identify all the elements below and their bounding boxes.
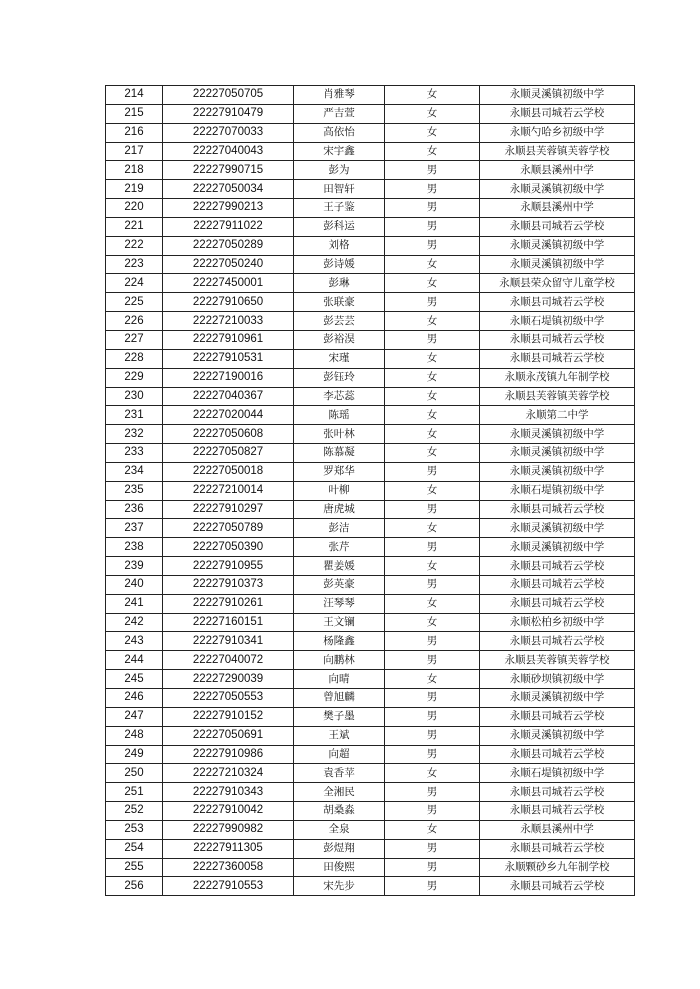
row-number-cell: 241 bbox=[106, 594, 163, 613]
exam-number-cell: 22227911305 bbox=[163, 839, 294, 858]
exam-number-cell: 22227040072 bbox=[163, 651, 294, 670]
student-sex-cell: 男 bbox=[385, 726, 480, 745]
exam-number-cell: 22227990715 bbox=[163, 161, 294, 180]
school-name-cell: 永顺灵溪镇初级中学 bbox=[480, 519, 635, 538]
table-row bbox=[106, 387, 635, 406]
table-row bbox=[106, 123, 635, 142]
row-number-cell: 240 bbox=[106, 575, 163, 594]
table-row bbox=[106, 594, 635, 613]
row-number-cell: 244 bbox=[106, 651, 163, 670]
table-row bbox=[106, 651, 635, 670]
exam-number-cell: 22227910297 bbox=[163, 500, 294, 519]
student-sex-cell: 男 bbox=[385, 236, 480, 255]
student-sex-cell: 女 bbox=[385, 86, 480, 105]
school-name-cell: 永顺砂坝镇初级中学 bbox=[480, 670, 635, 689]
school-name-cell: 永顺县荣众留守儿童学校 bbox=[480, 274, 635, 293]
school-name-cell: 永顺县司城若云学校 bbox=[480, 293, 635, 312]
student-sex-cell: 男 bbox=[385, 575, 480, 594]
student-sex-cell: 女 bbox=[385, 444, 480, 463]
table-row bbox=[106, 613, 635, 632]
row-number-cell: 250 bbox=[106, 764, 163, 783]
table-row bbox=[106, 500, 635, 519]
student-name-cell: 彭钰玲 bbox=[294, 368, 385, 387]
student-name-cell: 田智轩 bbox=[294, 180, 385, 199]
table-row bbox=[106, 632, 635, 651]
school-name-cell: 永顺石堤镇初级中学 bbox=[480, 764, 635, 783]
row-number-cell: 230 bbox=[106, 387, 163, 406]
student-sex-cell: 男 bbox=[385, 180, 480, 199]
student-name-cell: 瞿姜媛 bbox=[294, 557, 385, 576]
student-name-cell: 彭英豪 bbox=[294, 575, 385, 594]
exam-number-cell: 22227050289 bbox=[163, 236, 294, 255]
exam-number-cell: 22227910042 bbox=[163, 802, 294, 821]
student-sex-cell: 女 bbox=[385, 519, 480, 538]
table-row bbox=[106, 858, 635, 877]
school-name-cell: 永顺松柏乡初级中学 bbox=[480, 613, 635, 632]
school-name-cell: 永顺县司城若云学校 bbox=[480, 839, 635, 858]
row-number-cell: 256 bbox=[106, 877, 163, 896]
school-name-cell: 永顺灵溪镇初级中学 bbox=[480, 538, 635, 557]
row-number-cell: 219 bbox=[106, 180, 163, 199]
student-sex-cell: 女 bbox=[385, 406, 480, 425]
exam-number-cell: 22227990213 bbox=[163, 199, 294, 218]
student-sex-cell: 女 bbox=[385, 820, 480, 839]
student-sex-cell: 男 bbox=[385, 783, 480, 802]
row-number-cell: 242 bbox=[106, 613, 163, 632]
school-name-cell: 永顺县芙蓉镇芙蓉学校 bbox=[480, 142, 635, 161]
table-row bbox=[106, 180, 635, 199]
table-row bbox=[106, 104, 635, 123]
student-name-cell: 肖雅琴 bbox=[294, 86, 385, 105]
school-name-cell: 永顺灵溪镇初级中学 bbox=[480, 444, 635, 463]
table-row bbox=[106, 406, 635, 425]
row-number-cell: 231 bbox=[106, 406, 163, 425]
table-row bbox=[106, 161, 635, 180]
row-number-cell: 239 bbox=[106, 557, 163, 576]
exam-number-cell: 22227450001 bbox=[163, 274, 294, 293]
row-number-cell: 254 bbox=[106, 839, 163, 858]
school-name-cell: 永顺县司城若云学校 bbox=[480, 632, 635, 651]
table-row bbox=[106, 142, 635, 161]
student-name-cell: 彭裕淏 bbox=[294, 330, 385, 349]
student-sex-cell: 女 bbox=[385, 104, 480, 123]
exam-number-cell: 22227910531 bbox=[163, 349, 294, 368]
roster-table-body bbox=[106, 86, 635, 896]
student-name-cell: 王文镧 bbox=[294, 613, 385, 632]
table-row bbox=[106, 575, 635, 594]
roster-table bbox=[105, 85, 635, 896]
row-number-cell: 243 bbox=[106, 632, 163, 651]
exam-number-cell: 22227910341 bbox=[163, 632, 294, 651]
row-number-cell: 222 bbox=[106, 236, 163, 255]
student-sex-cell: 男 bbox=[385, 802, 480, 821]
school-name-cell: 永顺县司城若云学校 bbox=[480, 594, 635, 613]
exam-number-cell: 22227160151 bbox=[163, 613, 294, 632]
table-row bbox=[106, 86, 635, 105]
student-name-cell: 胡桑淼 bbox=[294, 802, 385, 821]
exam-number-cell: 22227290039 bbox=[163, 670, 294, 689]
table-row bbox=[106, 839, 635, 858]
row-number-cell: 246 bbox=[106, 689, 163, 708]
row-number-cell: 238 bbox=[106, 538, 163, 557]
table-row bbox=[106, 802, 635, 821]
student-name-cell: 高依怡 bbox=[294, 123, 385, 142]
school-name-cell: 永顺灵溪镇初级中学 bbox=[480, 462, 635, 481]
exam-number-cell: 22227050608 bbox=[163, 425, 294, 444]
student-name-cell: 汪琴琴 bbox=[294, 594, 385, 613]
row-number-cell: 245 bbox=[106, 670, 163, 689]
exam-number-cell: 22227910553 bbox=[163, 877, 294, 896]
row-number-cell: 235 bbox=[106, 481, 163, 500]
school-name-cell: 永顺县司城若云学校 bbox=[480, 877, 635, 896]
student-name-cell: 李芯蕊 bbox=[294, 387, 385, 406]
table-row bbox=[106, 481, 635, 500]
row-number-cell: 227 bbox=[106, 330, 163, 349]
table-row bbox=[106, 726, 635, 745]
exam-number-cell: 22227050789 bbox=[163, 519, 294, 538]
row-number-cell: 226 bbox=[106, 312, 163, 331]
school-name-cell: 永顺县溪州中学 bbox=[480, 820, 635, 839]
student-sex-cell: 女 bbox=[385, 142, 480, 161]
exam-number-cell: 22227210324 bbox=[163, 764, 294, 783]
table-row bbox=[106, 425, 635, 444]
student-name-cell: 彭芸芸 bbox=[294, 312, 385, 331]
school-name-cell: 永顺县司城若云学校 bbox=[480, 500, 635, 519]
row-number-cell: 237 bbox=[106, 519, 163, 538]
student-name-cell: 田俊熙 bbox=[294, 858, 385, 877]
table-row bbox=[106, 255, 635, 274]
student-sex-cell: 男 bbox=[385, 877, 480, 896]
table-row bbox=[106, 274, 635, 293]
student-sex-cell: 女 bbox=[385, 387, 480, 406]
school-name-cell: 永顺第二中学 bbox=[480, 406, 635, 425]
table-row bbox=[106, 293, 635, 312]
exam-number-cell: 22227360058 bbox=[163, 858, 294, 877]
row-number-cell: 255 bbox=[106, 858, 163, 877]
student-name-cell: 陈慕凝 bbox=[294, 444, 385, 463]
student-name-cell: 全湘民 bbox=[294, 783, 385, 802]
table-row bbox=[106, 707, 635, 726]
row-number-cell: 218 bbox=[106, 161, 163, 180]
school-name-cell: 永顺石堤镇初级中学 bbox=[480, 481, 635, 500]
student-name-cell: 叶柳 bbox=[294, 481, 385, 500]
exam-number-cell: 22227911022 bbox=[163, 217, 294, 236]
exam-number-cell: 22227910986 bbox=[163, 745, 294, 764]
student-sex-cell: 男 bbox=[385, 839, 480, 858]
student-sex-cell: 女 bbox=[385, 481, 480, 500]
table-row bbox=[106, 783, 635, 802]
school-name-cell: 永顺县溪州中学 bbox=[480, 199, 635, 218]
student-name-cell: 王斌 bbox=[294, 726, 385, 745]
student-name-cell: 向超 bbox=[294, 745, 385, 764]
school-name-cell: 永顺灵溪镇初级中学 bbox=[480, 236, 635, 255]
exam-number-cell: 22227050691 bbox=[163, 726, 294, 745]
student-name-cell: 彭煜翔 bbox=[294, 839, 385, 858]
student-sex-cell: 女 bbox=[385, 312, 480, 331]
student-sex-cell: 女 bbox=[385, 425, 480, 444]
student-name-cell: 杨隆鑫 bbox=[294, 632, 385, 651]
student-name-cell: 彭诗媛 bbox=[294, 255, 385, 274]
exam-number-cell: 22227910343 bbox=[163, 783, 294, 802]
student-sex-cell: 女 bbox=[385, 274, 480, 293]
exam-number-cell: 22227040043 bbox=[163, 142, 294, 161]
student-name-cell: 曾旭麟 bbox=[294, 689, 385, 708]
student-sex-cell: 男 bbox=[385, 199, 480, 218]
row-number-cell: 229 bbox=[106, 368, 163, 387]
student-name-cell: 张联豪 bbox=[294, 293, 385, 312]
table-row bbox=[106, 820, 635, 839]
school-name-cell: 永顺县芙蓉镇芙蓉学校 bbox=[480, 651, 635, 670]
school-name-cell: 永顺县司城若云学校 bbox=[480, 783, 635, 802]
student-sex-cell: 女 bbox=[385, 557, 480, 576]
school-name-cell: 永顺灵溪镇初级中学 bbox=[480, 255, 635, 274]
student-name-cell: 袁香苹 bbox=[294, 764, 385, 783]
student-name-cell: 宋瑾 bbox=[294, 349, 385, 368]
table-row bbox=[106, 670, 635, 689]
student-name-cell: 张芹 bbox=[294, 538, 385, 557]
row-number-cell: 216 bbox=[106, 123, 163, 142]
student-sex-cell: 男 bbox=[385, 858, 480, 877]
student-sex-cell: 男 bbox=[385, 745, 480, 764]
student-sex-cell: 女 bbox=[385, 123, 480, 142]
table-row bbox=[106, 538, 635, 557]
student-name-cell: 宋先步 bbox=[294, 877, 385, 896]
exam-number-cell: 22227910479 bbox=[163, 104, 294, 123]
student-sex-cell: 女 bbox=[385, 613, 480, 632]
student-sex-cell: 男 bbox=[385, 707, 480, 726]
exam-number-cell: 22227210014 bbox=[163, 481, 294, 500]
student-sex-cell: 女 bbox=[385, 764, 480, 783]
row-number-cell: 251 bbox=[106, 783, 163, 802]
student-name-cell: 樊子墨 bbox=[294, 707, 385, 726]
row-number-cell: 215 bbox=[106, 104, 163, 123]
student-name-cell: 宋宇鑫 bbox=[294, 142, 385, 161]
student-sex-cell: 男 bbox=[385, 330, 480, 349]
student-sex-cell: 男 bbox=[385, 538, 480, 557]
exam-number-cell: 22227910955 bbox=[163, 557, 294, 576]
student-name-cell: 唐虎城 bbox=[294, 500, 385, 519]
exam-number-cell: 22227050240 bbox=[163, 255, 294, 274]
row-number-cell: 234 bbox=[106, 462, 163, 481]
row-number-cell: 214 bbox=[106, 86, 163, 105]
row-number-cell: 232 bbox=[106, 425, 163, 444]
table-row bbox=[106, 217, 635, 236]
student-sex-cell: 男 bbox=[385, 689, 480, 708]
student-name-cell: 罗郑华 bbox=[294, 462, 385, 481]
table-row bbox=[106, 330, 635, 349]
row-number-cell: 236 bbox=[106, 500, 163, 519]
table-row bbox=[106, 312, 635, 331]
student-sex-cell: 男 bbox=[385, 632, 480, 651]
table-row bbox=[106, 519, 635, 538]
roster-sheet bbox=[105, 85, 629, 896]
student-sex-cell: 男 bbox=[385, 500, 480, 519]
school-name-cell: 永顺永茂镇九年制学校 bbox=[480, 368, 635, 387]
school-name-cell: 永顺灵溪镇初级中学 bbox=[480, 689, 635, 708]
student-sex-cell: 女 bbox=[385, 255, 480, 274]
exam-number-cell: 22227050827 bbox=[163, 444, 294, 463]
exam-number-cell: 22227070033 bbox=[163, 123, 294, 142]
exam-number-cell: 22227020044 bbox=[163, 406, 294, 425]
student-sex-cell: 男 bbox=[385, 651, 480, 670]
school-name-cell: 永顺石堤镇初级中学 bbox=[480, 312, 635, 331]
school-name-cell: 永顺县司城若云学校 bbox=[480, 217, 635, 236]
table-row bbox=[106, 368, 635, 387]
student-sex-cell: 男 bbox=[385, 293, 480, 312]
exam-number-cell: 22227050705 bbox=[163, 86, 294, 105]
exam-number-cell: 22227910650 bbox=[163, 293, 294, 312]
student-name-cell: 彭琳 bbox=[294, 274, 385, 293]
school-name-cell: 永顺灵溪镇初级中学 bbox=[480, 180, 635, 199]
student-name-cell: 严吉萱 bbox=[294, 104, 385, 123]
school-name-cell: 永顺灵溪镇初级中学 bbox=[480, 425, 635, 444]
school-name-cell: 永顺县司城若云学校 bbox=[480, 104, 635, 123]
exam-number-cell: 22227050018 bbox=[163, 462, 294, 481]
school-name-cell: 永顺县司城若云学校 bbox=[480, 349, 635, 368]
student-name-cell: 彭科运 bbox=[294, 217, 385, 236]
row-number-cell: 252 bbox=[106, 802, 163, 821]
student-sex-cell: 男 bbox=[385, 462, 480, 481]
student-sex-cell: 女 bbox=[385, 368, 480, 387]
school-name-cell: 永顺县芙蓉镇芙蓉学校 bbox=[480, 387, 635, 406]
row-number-cell: 217 bbox=[106, 142, 163, 161]
student-name-cell: 陈瑶 bbox=[294, 406, 385, 425]
student-name-cell: 彭洁 bbox=[294, 519, 385, 538]
exam-number-cell: 22227040367 bbox=[163, 387, 294, 406]
table-row bbox=[106, 199, 635, 218]
exam-number-cell: 22227190016 bbox=[163, 368, 294, 387]
exam-number-cell: 22227990982 bbox=[163, 820, 294, 839]
row-number-cell: 248 bbox=[106, 726, 163, 745]
row-number-cell: 224 bbox=[106, 274, 163, 293]
table-row bbox=[106, 689, 635, 708]
school-name-cell: 永顺县司城若云学校 bbox=[480, 575, 635, 594]
table-row bbox=[106, 349, 635, 368]
school-name-cell: 永顺县司城若云学校 bbox=[480, 707, 635, 726]
row-number-cell: 225 bbox=[106, 293, 163, 312]
exam-number-cell: 22227210033 bbox=[163, 312, 294, 331]
exam-number-cell: 22227910261 bbox=[163, 594, 294, 613]
exam-number-cell: 22227050390 bbox=[163, 538, 294, 557]
student-sex-cell: 男 bbox=[385, 161, 480, 180]
exam-number-cell: 22227050034 bbox=[163, 180, 294, 199]
school-name-cell: 永顺灵溪镇初级中学 bbox=[480, 86, 635, 105]
row-number-cell: 253 bbox=[106, 820, 163, 839]
student-name-cell: 王子鉴 bbox=[294, 199, 385, 218]
student-sex-cell: 男 bbox=[385, 217, 480, 236]
student-sex-cell: 女 bbox=[385, 670, 480, 689]
student-sex-cell: 女 bbox=[385, 594, 480, 613]
table-row bbox=[106, 236, 635, 255]
row-number-cell: 249 bbox=[106, 745, 163, 764]
row-number-cell: 223 bbox=[106, 255, 163, 274]
student-name-cell: 刘格 bbox=[294, 236, 385, 255]
table-row bbox=[106, 557, 635, 576]
school-name-cell: 永顺县司城若云学校 bbox=[480, 802, 635, 821]
school-name-cell: 永顺县司城若云学校 bbox=[480, 557, 635, 576]
student-name-cell: 向晴 bbox=[294, 670, 385, 689]
table-row bbox=[106, 745, 635, 764]
student-name-cell: 彭为 bbox=[294, 161, 385, 180]
exam-number-cell: 22227910152 bbox=[163, 707, 294, 726]
row-number-cell: 221 bbox=[106, 217, 163, 236]
row-number-cell: 220 bbox=[106, 199, 163, 218]
row-number-cell: 233 bbox=[106, 444, 163, 463]
exam-number-cell: 22227910961 bbox=[163, 330, 294, 349]
table-row bbox=[106, 444, 635, 463]
school-name-cell: 永顺县司城若云学校 bbox=[480, 330, 635, 349]
table-row bbox=[106, 462, 635, 481]
student-sex-cell: 女 bbox=[385, 349, 480, 368]
row-number-cell: 228 bbox=[106, 349, 163, 368]
student-name-cell: 全泉 bbox=[294, 820, 385, 839]
row-number-cell: 247 bbox=[106, 707, 163, 726]
student-name-cell: 向鹏林 bbox=[294, 651, 385, 670]
table-row bbox=[106, 764, 635, 783]
exam-number-cell: 22227050553 bbox=[163, 689, 294, 708]
table-row bbox=[106, 877, 635, 896]
school-name-cell: 永顺颗砂乡九年制学校 bbox=[480, 858, 635, 877]
student-name-cell: 张叶林 bbox=[294, 425, 385, 444]
school-name-cell: 永顺灵溪镇初级中学 bbox=[480, 726, 635, 745]
exam-number-cell: 22227910373 bbox=[163, 575, 294, 594]
school-name-cell: 永顺勺哈乡初级中学 bbox=[480, 123, 635, 142]
school-name-cell: 永顺县溪州中学 bbox=[480, 161, 635, 180]
school-name-cell: 永顺县司城若云学校 bbox=[480, 745, 635, 764]
